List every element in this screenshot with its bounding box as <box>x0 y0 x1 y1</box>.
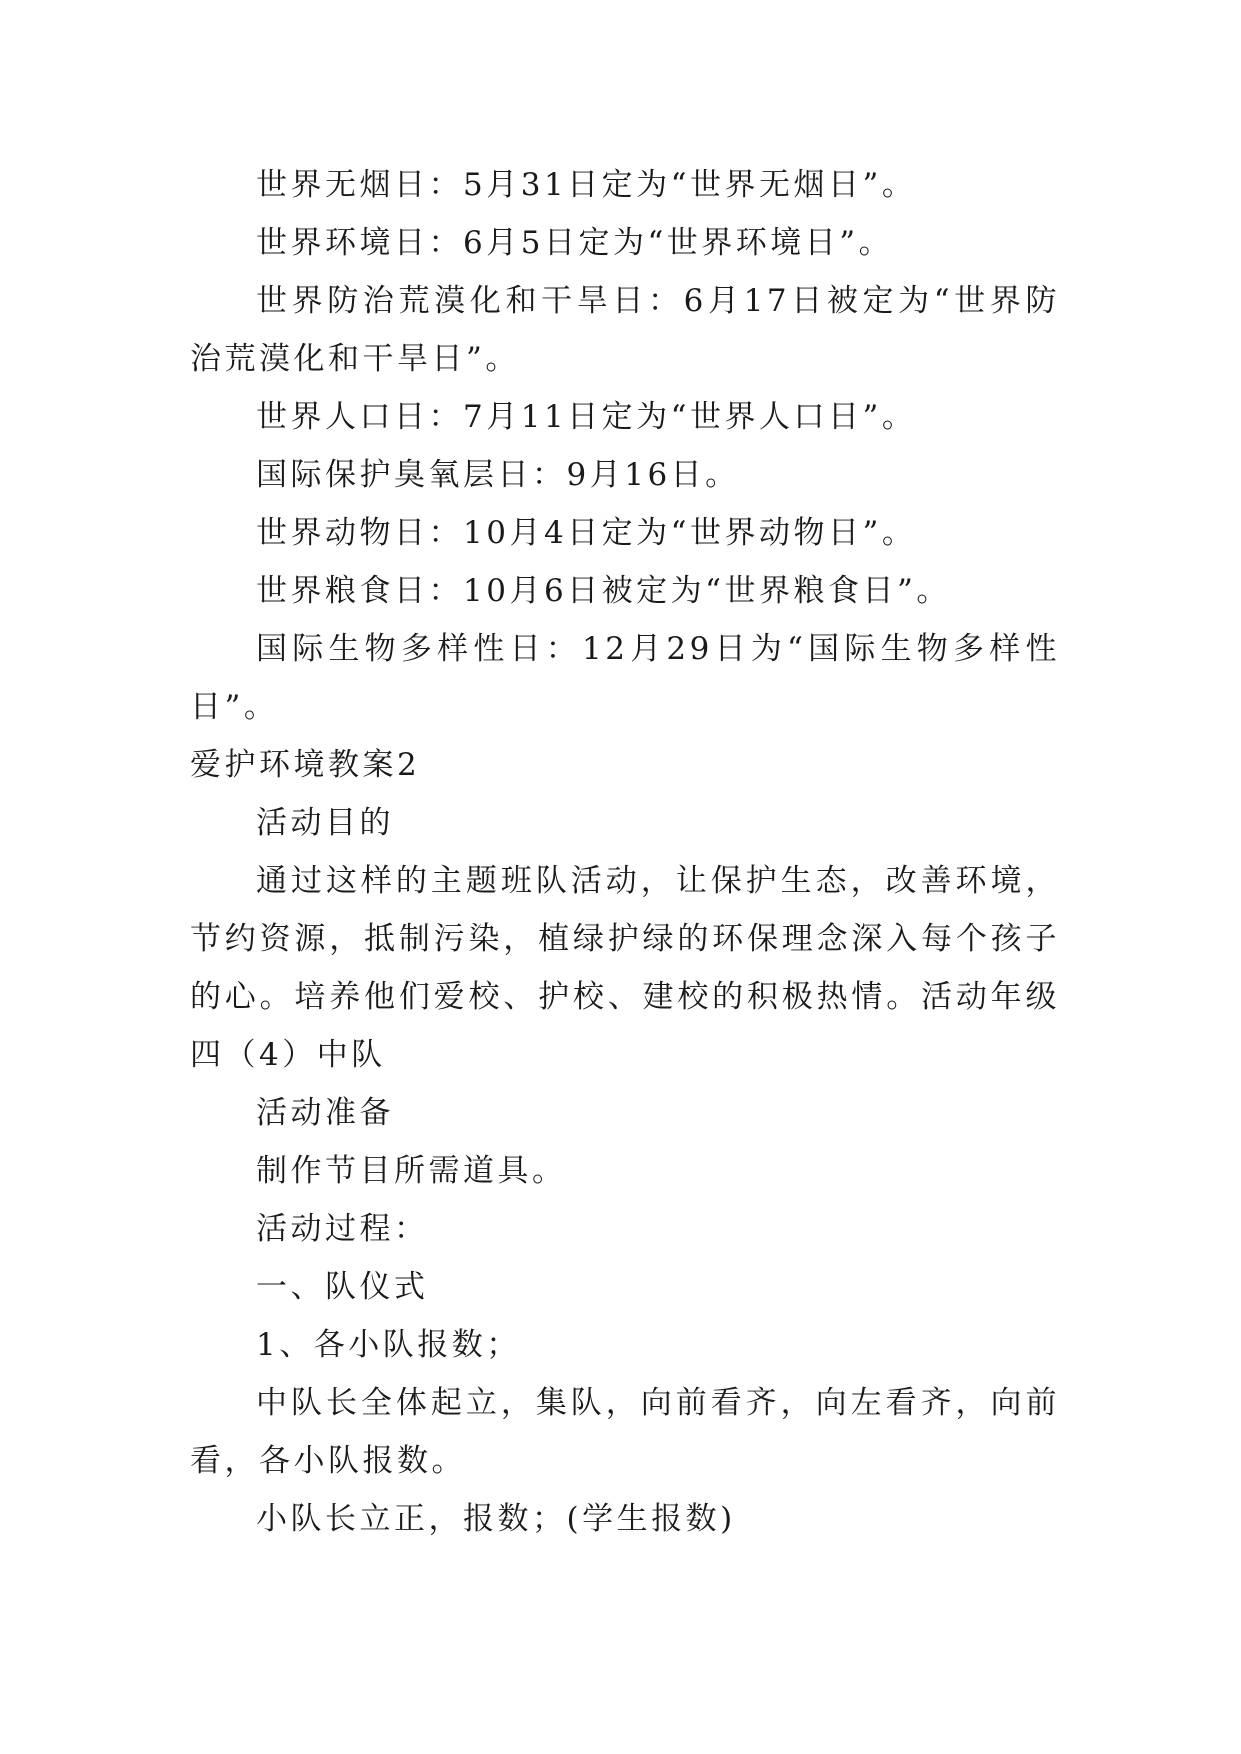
paragraph-activity-preparation-body: 制作节目所需道具。 <box>256 1153 567 1189</box>
paragraph-ozone-day: 国际保护臭氧层日：9月16日。 <box>256 457 740 493</box>
paragraph-world-animal-day: 世界动物日：10月4日定为“世界动物日”。 <box>256 515 917 551</box>
paragraph-desertification-day: 世界防治荒漠化和干旱日：6月17日被定为“世界防治荒漠化和干旱日”。 <box>190 283 1060 377</box>
paragraph-biodiversity-day: 国际生物多样性日：12月29日为“国际生物多样性日”。 <box>190 631 1060 725</box>
paragraph-world-environment-day: 世界环境日：6月5日定为“世界环境日”。 <box>256 225 894 261</box>
paragraph-world-population-day: 世界人口日：7月11日定为“世界人口日”。 <box>256 399 917 435</box>
paragraph-activity-purpose-heading: 活动目的 <box>256 805 394 841</box>
section-title: 爱护环境教案2 <box>190 747 421 783</box>
paragraph-activity-preparation-heading: 活动准备 <box>256 1095 394 1131</box>
paragraph-captain-instructions: 中队长全体起立，集队，向前看齐，向左看齐，向前看，各小队报数。 <box>190 1385 1060 1479</box>
paragraph-squad-report: 1、各小队报数； <box>256 1327 521 1363</box>
paragraph-world-no-tobacco-day: 世界无烟日：5月31日定为“世界无烟日”。 <box>256 167 917 203</box>
paragraph-world-food-day: 世界粮食日：10月6日被定为“世界粮食日”。 <box>256 573 951 609</box>
paragraph-activity-process-heading: 活动过程： <box>256 1211 429 1247</box>
paragraph-team-ceremony: 一、队仪式 <box>256 1269 429 1305</box>
document-body <box>190 156 1060 1548</box>
paragraph-squad-leader-report: 小队长立正，报数；(学生报数) <box>256 1501 736 1537</box>
paragraph-activity-purpose-body: 通过这样的主题班队活动，让保护生态，改善环境，节约资源，抵制污染，植绿护绿的环保理念深入每个孩子的心。培养他们爱校、护校、建校的积极热情。活动年级四（4）中队 <box>190 863 1060 1073</box>
